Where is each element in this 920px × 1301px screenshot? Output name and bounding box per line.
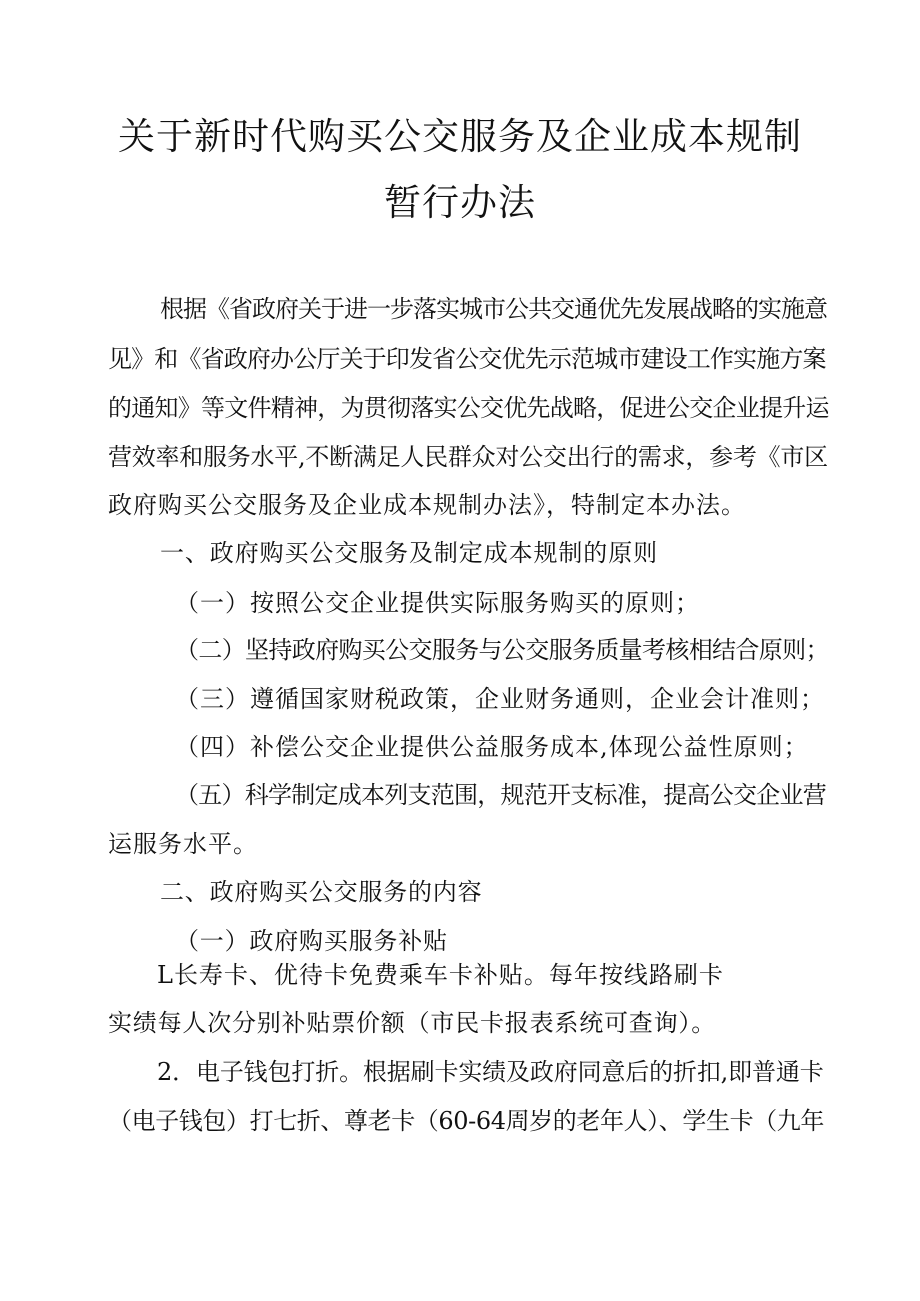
- document-title-line1: 关于新时代购买公交服务及企业成本规制: [118, 115, 802, 158]
- intro-line-4: 营效率和服务水平,不断满足人民群众对公交出行的需求，参考《市区: [108, 443, 828, 471]
- section2-para2-line1: 2．电子钱包打折。根据刷卡实绩及政府同意后的折扣,即普通卡: [157, 1058, 824, 1086]
- section2-para1-line1: L长寿卡、优待卡免费乘车卡补贴。每年按线路刷卡: [157, 961, 724, 989]
- section1-item-1: （一）按照公交企业提供实际服务购买的原则；: [175, 589, 700, 617]
- section1-item-5: （五）科学制定成本列支范围，规范开支标准，提高公交企业营: [175, 781, 826, 809]
- section2-heading: 二、政府购买公交服务的内容: [160, 878, 483, 906]
- document-title-line2: 暂行办法: [384, 181, 536, 224]
- intro-line-5: 政府购买公交服务及企业成本规制办法》，特制定本办法。: [108, 491, 746, 519]
- section2-subheading-1: （一）政府购买服务补贴: [175, 927, 448, 955]
- section2-para1-line2: 实绩每人次分别补贴票价额（市民卡报表系统可查询）。: [108, 1009, 716, 1037]
- section1-item-5-continued: 运服务水平。: [108, 830, 258, 858]
- section1-item-2: （二）坚持政府购买公交服务与公交服务质量考核相结合原则；: [175, 636, 829, 664]
- section1-item-4: （四）补偿公交企业提供公益服务成本,体现公益性原则；: [175, 733, 809, 761]
- intro-line-2: 见》和《省政府办公厅关于印发省公交优先示范城市建设工作实施方案: [108, 345, 826, 373]
- section2-para2-line2: （电子钱包）打七折、尊老卡（60-64周岁的老年人）、学生卡（九年: [108, 1107, 824, 1135]
- section1-heading: 一、政府购买公交服务及制定成本规制的原则: [160, 539, 658, 567]
- section1-item-3: （三）遵循国家财税政策，企业财务通则，企业会计准则；: [175, 685, 825, 713]
- intro-line-1: 根据《省政府关于进一步落实城市公共交通优先发展战略的实施意: [160, 295, 827, 323]
- intro-line-3: 的通知》等文件精神，为贯彻落实公交优先战略，促进公交企业提升运: [108, 394, 829, 422]
